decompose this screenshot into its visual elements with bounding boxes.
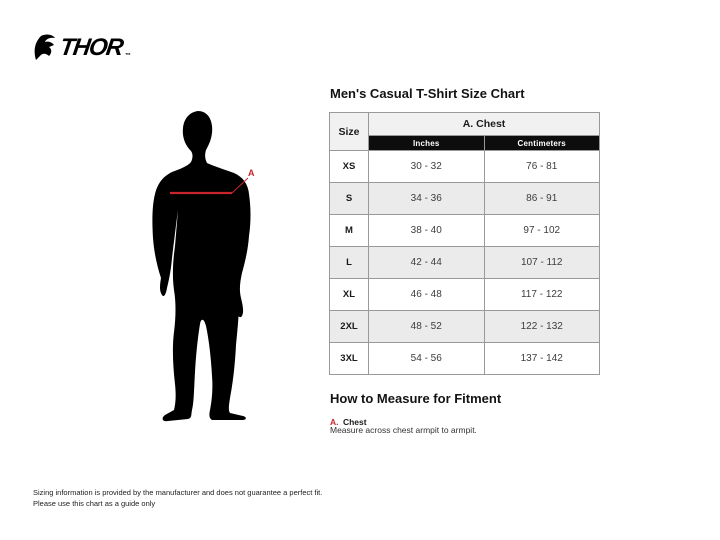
centimeters-value: 137 - 142	[484, 343, 600, 375]
size-chart-table	[329, 112, 600, 375]
inches-value: 30 - 32	[369, 151, 485, 183]
inches-value: 38 - 40	[369, 215, 485, 247]
size-label: XS	[330, 151, 369, 183]
centimeters-value: 97 - 102	[484, 215, 600, 247]
table-row	[330, 151, 600, 183]
measure-guide-title: How to Measure for Fitment	[330, 391, 502, 406]
measurement-figure	[148, 110, 253, 425]
chest-annotation-label: A	[248, 168, 255, 178]
size-label: M	[330, 215, 369, 247]
disclaimer-line-2: Please use this chart as a guide only	[33, 499, 156, 508]
size-label: 3XL	[330, 343, 369, 375]
centimeters-value: 117 - 122	[484, 279, 600, 311]
size-label: XL	[330, 279, 369, 311]
column-header-centimeters: Centimeters	[484, 136, 600, 151]
inches-value: 54 - 56	[369, 343, 485, 375]
table-row	[330, 247, 600, 279]
centimeters-value: 107 - 112	[484, 247, 600, 279]
table-row	[330, 343, 600, 375]
measure-item-description: Measure across chest armpit to armpit.	[330, 425, 477, 435]
male-silhouette-shape	[152, 111, 250, 421]
inches-value: 42 - 44	[369, 247, 485, 279]
size-label: 2XL	[330, 311, 369, 343]
measure-item-key: A.	[330, 417, 339, 427]
thor-helmet-icon	[33, 34, 57, 61]
measure-item-name: Chest	[342, 417, 367, 427]
inches-value: 48 - 52	[369, 311, 485, 343]
column-header-chest: A. Chest	[369, 113, 600, 136]
table-row	[330, 183, 600, 215]
centimeters-value: 122 - 132	[484, 311, 600, 343]
size-chart-title: Men's Casual T-Shirt Size Chart	[330, 86, 525, 101]
brand-logo	[33, 34, 131, 61]
inches-value: 34 - 36	[369, 183, 485, 215]
disclaimer-line-1: Sizing information is provided by the manufacturer and does not guarantee a perfect fit.	[33, 488, 323, 497]
size-label: S	[330, 183, 369, 215]
centimeters-value: 86 - 91	[484, 183, 600, 215]
size-label: L	[330, 247, 369, 279]
disclaimer	[33, 487, 322, 509]
inches-value: 46 - 48	[369, 279, 485, 311]
column-header-inches: Inches	[369, 136, 485, 151]
column-header-size: Size	[330, 113, 369, 151]
trademark-symbol: ™	[125, 53, 131, 59]
centimeters-value: 76 - 81	[484, 151, 600, 183]
table-row	[330, 311, 600, 343]
table-row	[330, 279, 600, 311]
table-row	[330, 215, 600, 247]
brand-logo-text: THOR	[58, 33, 124, 61]
